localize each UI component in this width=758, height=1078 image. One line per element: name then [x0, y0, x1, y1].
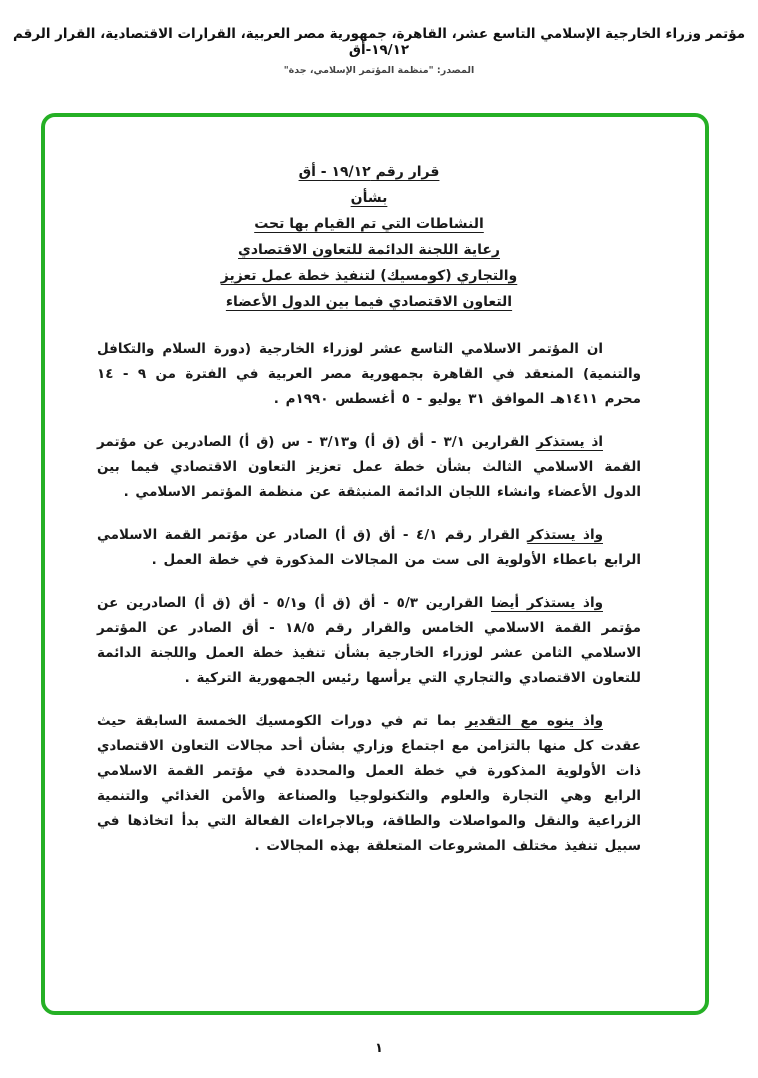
paragraph-text: ان المؤتمر الاسلامي التاسع عشر لوزراء الخارجية (دورة السلام والتكافل والتنمية) المنعقد في القاهرة بجمهورية مصر العربية في الفترة من ٩ - ١٤ محرم ١٤١١هـ الموافق ٣١ يوليو - ٥ أغسطس ١٩٩٠م .	[97, 341, 641, 407]
page-number: ١	[375, 1041, 383, 1056]
resolution-title-line: النشاطات التي تم القيام بها تحت	[254, 216, 484, 232]
document-green-frame	[41, 113, 709, 1015]
paragraph-recalling-2	[97, 523, 641, 573]
paragraph-lead: واذ يستذكر أيضا	[491, 595, 603, 611]
paragraph-text: بما تم في دورات الكومسيك الخمسة السابقة حيث عقدت كل منها بالتزامن مع اجتماع وزاري بشأن أحد مجالات التعاون الاقتصادي ذات الأولوية المذكورة في خطة العمل والمحددة في مؤتمر القمة الاسلامي الرابع وهي التجارة والعلوم والتكنولوجيا والصناعة والأمن الغذائي والتنمية الزراعية والنقل والمواصلات والطاقة، وبالاجراءات الفعالة التي بدأ اتخاذها في سبيل تنفيذ مختلف المشروعات المتعلقة بهذه المجالات .	[97, 713, 641, 854]
page-header	[0, 0, 758, 76]
paragraph-text: القرارين ٥/٣ - أق (ق أ) و٥/١ - أق (ق أ) الصادرين عن مؤتمر القمة الاسلامي الخامس والقرار رقم ١٨/٥ - أق الصادر عن المؤتمر الاسلامي الثامن عشر لوزراء الخارجية بشأن تنفيذ خطة العمل واللجنة الدائمة للتعاون الاقتصادي والتجاري التي يرأسها رئيس الجمهورية التركية .	[97, 595, 641, 686]
resolution-title-line: بشأن	[350, 190, 388, 206]
paragraph-preamble	[97, 337, 641, 412]
paragraph-noting	[97, 709, 641, 859]
resolution-title-line: والتجاري (كومسيك) لتنفيذ خطة عمل تعزيز	[220, 268, 518, 284]
resolution-title-line: قرار رقم ١٩/١٢ - أق	[298, 164, 440, 180]
resolution-title-line: التعاون الاقتصادي فيما بين الدول الأعضاء	[225, 294, 513, 310]
paragraph-recalling-1	[97, 430, 641, 505]
paragraph-lead: واذ يستذكر	[527, 527, 603, 543]
document-body	[45, 117, 705, 859]
paragraph-lead: اذ يستذكر	[536, 434, 603, 450]
resolution-title-block	[97, 159, 641, 315]
paragraph-text: القرارين ٣/١ - أق (ق أ) و٣/١٣ - س (ق أ) الصادرين عن مؤتمر القمة الاسلامي الثالث بشأن خطة عمل تعزيز التعاون الاقتصادي فيما بين الدول الأعضاء وانشاء اللجان الدائمة المنبثقة عن منظمة المؤتمر الاسلامي .	[97, 434, 641, 500]
conference-header-title: مؤتمر وزراء الخارجية الإسلامي التاسع عشر، القاهرة، جمهورية مصر العربية، القرارات الاقتصادية، القرار الرقم ١٩/١٢-أق	[12, 26, 746, 58]
paragraph-text: القرار رقم ٤/١ - أق (ق أ) الصادر عن مؤتمر القمة الاسلامي الرابع باعطاء الأولوية الى ست من المجالات المذكورة في خطة العمل .	[97, 527, 641, 568]
resolution-title-line: رعاية اللجنة الدائمة للتعاون الاقتصادي	[238, 242, 500, 258]
paragraph-lead: واذ ينوه مع التقدير	[465, 713, 603, 729]
source-line: المصدر: "منظمة المؤتمر الإسلامي، جدة"	[283, 65, 475, 76]
paragraph-recalling-3	[97, 591, 641, 691]
